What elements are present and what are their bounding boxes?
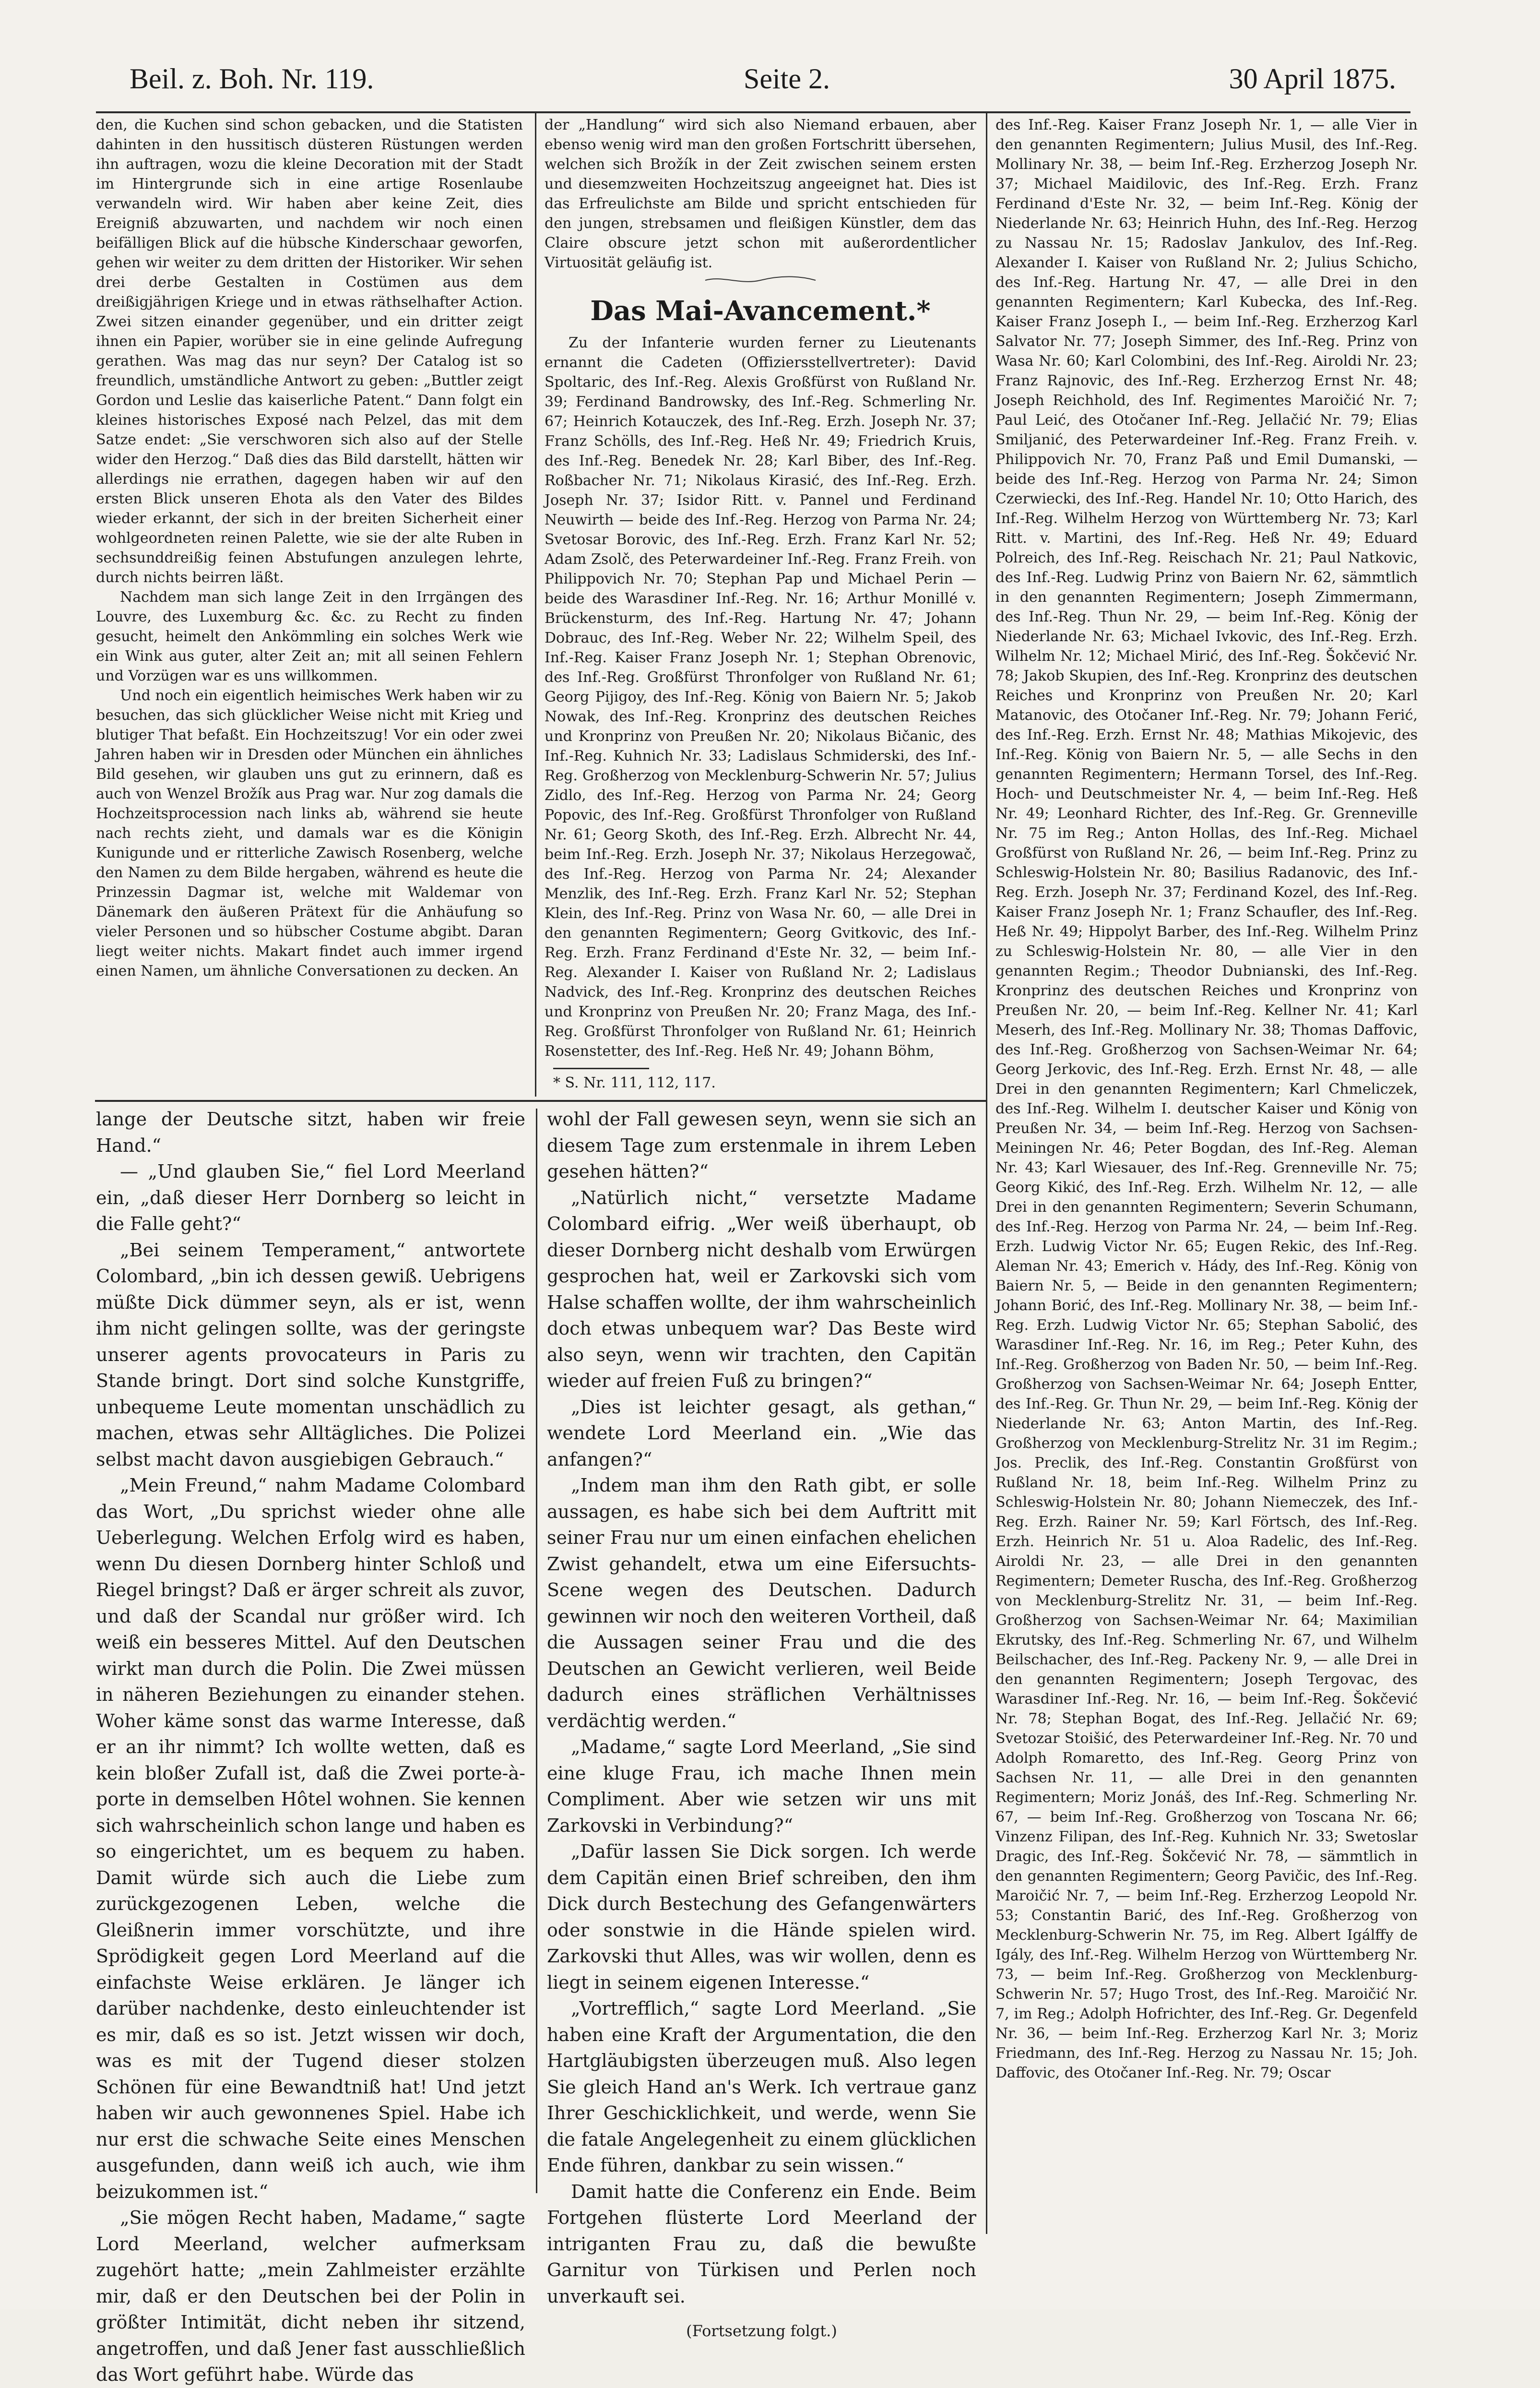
- article-paragraph: Und noch ein eigentlich heimisches Werk haben wir zu besuchen, das sich glücklicher Weise nicht mit Krieg und blutiger That befaßt. Ein Hochzeitszug! Vor ein oder zwei Jahren haben wir in Dresden oder München ein ähnliches Bild gesehen, wir glauben uns gut zu erinnern, daß es auch von Wenzel Brožík aus Prag war. Nur zog damals die Hochzeitsprocession nach links ab, während sie heute nach rechts zieht, und damals war es die Königin Kunigunde und er ritterliche Zawisch Rosenberg, welche den Namen zu dem Bilde hergaben, während es heute die Prinzessin Dagmar ist, welche mit Waldemar von Dänemark den äußeren Prätext für die Anhäufung so vieler Personen und so hübscher Costume abgibt. Daran liegt weiter nichts. Makart findet auch immer irgend einen Namen, um ähnliche Conversationen zu decken. An: [96, 687, 523, 979]
- avancement-list: Zu der Infanterie wurden ferner zu Lieutenants ernannt die Cadeten (Offiziersstellvertreter): David Spoltaric, des Inf.-Reg. Alexis Großfürst von Rußland Nr. 39; Ferdinand Bandrowsky, des Inf.-Reg. Schmerling Nr. 67; Heinrich Kotauczek, des Inf.-Reg. Erzh. Joseph Nr. 37; Franz Schölls, des Inf.-Reg. Heß Nr. 49; Friedrich Kruis, des Inf.-Reg. Benedek Nr. 28; Karl Biber, des Inf.-Reg. Roßbacher Nr. 71; Nikolaus Kirasić, des Inf.-Reg. Erzh. Joseph Nr. 37; Isidor Ritt. v. Pannel und Ferdinand Neuwirth — beide des Inf.-Reg. Herzog von Parma Nr. 24; Svetosar Borovic, des Inf.-Reg. Erzh. Franz Karl Nr. 52; Adam Zsolč, des Peterwardeiner Inf.-Reg. Franz Freih. von Philippovich Nr. 70; Stephan Pap und Michael Perin — beide des Warasdiner Inf.-Reg. Nr. 16; Arthur Monillé v. Brückensturm, des Inf.-Reg. Hartung Nr. 47; Johann Dobrauc, des Inf.-Reg. Weber Nr. 22; Wilhelm Speil, des Inf.-Reg. Kaiser Franz Joseph Nr. 1; Stephan Obrenovic, des Inf.-Reg. Großfürst Thronfolger von Rußland Nr. 61; Georg Pijigoy, des Inf.-Reg. König von Baiern Nr. 5; Jakob Nowak, des Inf.-Reg. Kronprinz des deutschen Reiches und Kronprinz von Preußen Nr. 20; Nikolaus Bičanic, des Inf.-Reg. Kuhnich Nr. 33; Ladislaus Schmiderski, des Inf.-Reg. Großherzog von Mecklenburg-Schwerin Nr. 57; Julius Zidlo, des Inf.-Reg. Herzog von Parma Nr. 24; Georg Popovic, des Inf.-Reg. Großfürst Thronfolger von Rußland Nr. 61; Georg Skoth, des Inf.-Reg. Erzh. Albrecht Nr. 44, beim Inf.-Reg. Erzh. Joseph Nr. 37; Nikolaus Herzegowač, des Inf.-Reg. Herzog von Parma Nr. 24; Alexander Menzlik, des Inf.-Reg. Erzh. Franz Karl Nr. 52; Stephan Klein, des Inf.-Reg. Prinz von Wasa Nr. 60, — alle Drei in den genannten Regimentern; Georg Gvitkovic, des Inf.-Reg. Erzh. Franz Ferdinand d'Este Nr. 32, — beim Inf.-Reg. Alexander I. Kaiser von Rußland Nr. 2; Ladislaus Nadvick, des Inf.-Reg. Kronprinz des deutschen Reiches und Kronprinz von Preußen Nr. 20; Franz Maga, des Inf.-Reg. Großfürst Thronfolger von Rußland Nr. 61; Heinrich Rosenstetter, des Inf.-Reg. Heß Nr. 49; Johann Böhm,: [545, 334, 976, 1060]
- section-headline: Das Mai-Avancement.*: [590, 295, 931, 327]
- column-divider-top-2: [986, 113, 987, 2234]
- novel-paragraph: wohl der Fall gewesen seyn, wenn sie sich an diesem Tage zum erstenmale in ihrem Leben gesehen hätten?“: [547, 1109, 976, 1182]
- novel-paragraph: „Indem man ihm den Rath gibt, er solle aussagen, es habe sich bei dem Auftritt mit seiner Frau nur um einen einfachen ehelichen Zwist gehandelt, etwa um eine Eifersuchts-Scene wegen des Deutschen. Dadurch gewinnen wir noch den weiteren Vortheil, daß die Aussagen seiner Frau und die des Deutschen an Gewicht verlieren, weil Beide dadurch eines sträflichen Verhältnisses verdächtig werden.“: [547, 1475, 976, 1731]
- footnote-rule: [553, 1068, 649, 1069]
- article-column-2: [545, 115, 976, 1118]
- continued-note: (Fortsetzung folgt.): [686, 2322, 837, 2340]
- novel-paragraph: „Mein Freund,“ nahm Madame Colombard das Wort, „Du sprichst wieder ohne alle Ueberlegung. Welchen Erfolg wird es haben, wenn Du diesen Dornberg hinter Schloß und Riegel bringst? Daß er ärger schreit als zuvor, und daß der Scandal nur größer wird. Ich weiß ein besseres Mittel. Auf den Deutschen wirkt man durch die Polin. Die Zwei müssen in näheren Beziehungen zu einander stehen. Woher käme sonst das warme Interesse, daß er an ihr nimmt? Ich wollte wetten, daß es kein bloßer Zufall ist, daß die Zwei porte-à-porte in demselben Hôtel wohnen. Sie kennen sich wahrscheinlich schon lange und haben es so eingerichtet, um es bequem zu haben. Damit würde sich auch die Liebe zum zurückgezogenen Leben, welche die Gleißnerin immer vorschützte, und ihre Sprödigkeit gegen Lord Meerland auf die einfachste Weise erklären. Je länger ich darüber nachdenke, desto einleuchtender ist es mir, daß es so ist. Jetzt wissen wir doch, was es mit der Tugend dieser stolzen Schönen für eine Bewandtniß hat! Und jetzt haben wir auch gewonnenes Spiel. Habe ich nur erst die schwache Seite eines Menschen ausgefunden, dann weiß ich auch, wie ihm beizukommen ist.“: [96, 1475, 525, 2202]
- novel-paragraph: „Dies ist leichter gesagt, als gethan,“ wendete Lord Meerland ein. „Wie das anfangen?“: [547, 1396, 976, 1470]
- article-column-3: [995, 115, 1418, 2239]
- novel-paragraph: lange der Deutsche sitzt, haben wir freie Hand.“: [96, 1109, 525, 1156]
- novel-paragraph: Damit hatte die Conferenz ein Ende. Beim Fortgehen flüsterte Lord Meerland der intriganten Frau zu, daß die bewußte Garnitur von Türkisen und Perlen noch unverkauft sei.: [547, 2181, 976, 2307]
- page-header: [130, 58, 1396, 101]
- novel-paragraph: — „Und glauben Sie,“ fiel Lord Meerland ein, „daß dieser Herr Dornberg so leicht in die Falle geht?“: [96, 1161, 525, 1234]
- header-rule: [96, 111, 1410, 113]
- novel-paragraph: „Sie mögen Recht haben, Madame,“ sagte Lord Meerland, welcher aufmerksam zugehört hatte; „mein Zahlmeister erzählte mir, daß er den Deutschen bei der Polin in größter Intimität, dicht neben ihr sitzend, angetroffen, und daß Jener fast ausschließlich das Wort geführt habe. Würde das: [96, 2207, 525, 2385]
- footnote: * S. Nr. 111, 112, 117.: [553, 1075, 716, 1091]
- avancement-list-continued: des Inf.-Reg. Kaiser Franz Joseph Nr. 1, — alle Vier in den genannten Regimentern; Julius Musil, des Inf.-Reg. Mollinary Nr. 38, — beim Inf.-Reg. Erzherzog Joseph Nr. 37; Michael Maidilovic, des Inf.-Reg. Erzh. Franz Ferdinand d'Este Nr. 32, — beim Inf.-Reg. König der Niederlande Nr. 63; Heinrich Huhn, des Inf.-Reg. Herzog zu Nassau Nr. 15; Radoslav Jankulov, des Inf.-Reg. Alexander I. Kaiser von Rußland Nr. 2; Julius Schicho, des Inf.-Reg. Hartung Nr. 47, — alle Drei in den genannten Regimentern; Karl Kubecka, des Inf.-Reg. Kaiser Franz Joseph I., — beim Inf.-Reg. Erzherzog Karl Salvator Nr. 77; Joseph Simmer, des Inf.-Reg. Prinz von Wasa Nr. 60; Karl Colombini, des Inf.-Reg. Airoldi Nr. 23; Franz Rajnovic, des Inf.-Reg. Erzherzog Ernst Nr. 48; Joseph Reichhold, des Inf. Regimentes Maroičić Nr. 7; Paul Leić, des Otočaner Inf.-Reg. Jellačić Nr. 79; Elias Smiljanić, des Peterwardeiner Inf.-Reg. Franz Freih. v. Philippovich Nr. 70, Franz Paß und Emil Dumanski, — beide des Inf.-Reg. Herzog von Parma Nr. 24; Simon Czerwiecki, des Inf.-Reg. Handel Nr. 10; Otto Harich, des Inf.-Reg. Wilhelm Herzog von Württemberg Nr. 73; Karl Ritt. v. Martini, des Inf.-Reg. Heß Nr. 49; Eduard Polreich, des Inf.-Reg. Reischach Nr. 21; Paul Natkovic, des Inf.-Reg. Ludwig Prinz von Baiern Nr. 62, sämmtlich in den genannten Regimentern; Joseph Zimmermann, des Inf.-Reg. Thun Nr. 29, — beim Inf.-Reg. König der Niederlande Nr. 63; Michael Ivkovic, des Inf.-Reg. Erzh. Wilhelm Nr. 12; Michael Mirić, des Inf.-Reg. Šokčević Nr. 78; Jakob Skupien, des Inf.-Reg. Kronprinz des deutschen Reiches und Kronprinz von Preußen Nr. 20; Karl Matanovic, des Otočaner Inf.-Reg. Nr. 79; Johann Ferić, des Inf.-Reg. Erzh. Ernst Nr. 48; Mathias Mikojevic, des Inf.-Reg. König von Baiern Nr. 5, — alle Sechs in den genannten Regimentern; Hermann Torsel, des Inf.-Reg. Hoch- und Deutschmeister Nr. 4, — beim Inf.-Reg. Heß Nr. 49; Leonhard Richter, des Inf.-Reg. Gr. Grenneville Nr. 75 im Reg.; Anton Hollas, des Inf.-Reg. Michael Großfürst von Rußland Nr. 26, — beim Inf.-Reg. Prinz zu Schleswig-Holstein Nr. 80; Basilius Radanovic, des Inf.-Reg. Erzh. Joseph Nr. 37; Ferdinand Kozel, des Inf.-Reg. Kaiser Franz Joseph Nr. 1; Franz Schaufler, des Inf.-Reg. Heß Nr. 49; Hippolyt Barber, des Inf.-Reg. Wilhelm Prinz zu Schleswig-Holstein Nr. 80, — alle Vier in den genannten Regim.; Theodor Dubnianski, des Inf.-Reg. Kronprinz des deutschen Reiches und Kronprinz von Preußen Nr. 20, — beim Inf.-Reg. Kellner Nr. 41; Karl Meserh, des Inf.-Reg. Mollinary Nr. 38; Thomas Daffovic, des Inf.-Reg. Großherzog von Sachsen-Weimar Nr. 64; Georg Jerkovic, des Inf.-Reg. Erzh. Ernst Nr. 48, — alle Drei in den genannten Regimentern; Karl Chmeliczek, des Inf.-Reg. Wilhelm I. deutscher Kaiser und König von Preußen Nr. 34, — beim Inf.-Reg. Herzog von Sachsen-Meiningen Nr. 46; Peter Bogdan, des Inf.-Reg. Aleman Nr. 43; Karl Wiesauer, des Inf.-Reg. Grenneville Nr. 75; Georg Kikić, des Inf.-Reg. Erzh. Wilhelm Nr. 12, — alle Drei in den genannten Regimentern; Severin Schumann, des Inf.-Reg. Herzog von Parma Nr. 24, — beim Inf.-Reg. Erzh. Ludwig Victor Nr. 65; Eugen Rekic, des Inf.-Reg. Aleman Nr. 43; Emerich v. Hády, des Inf.-Reg. König von Baiern Nr. 5, — Beide in den genannten Regimentern; Johann Borić, des Inf.-Reg. Mollinary Nr. 38, — beim Inf.-Reg. Erzh. Ludwig Victor Nr. 65; Stephan Sabolić, des Warasdiner Inf.-Reg. Nr. 16, im Reg.; Peter Kuhn, des Inf.-Reg. Großherzog von Baden Nr. 50, — beim Inf.-Reg. Großherzog von Sachsen-Weimar Nr. 64; Joseph Entter, des Inf.-Reg. Gr. Thun Nr. 29, — beim Inf.-Reg. König der Niederlande Nr. 63; Anton Martin, des Inf.-Reg. Großherzog von Mecklenburg-Strelitz Nr. 31 im Regim.; Jos. Preclik, des Inf.-Reg. Constantin Großfürst von Rußland Nr. 18, beim Inf.-Reg. Wilhelm Prinz zu Schleswig-Holstein Nr. 80; Johann Niemeczek, des Inf.-Reg. Erzh. Rainer Nr. 59; Karl Förtsch, des Inf.-Reg. Erzh. Heinrich Nr. 51 u. Aloa Radelic, des Inf.-Reg. Airoldi Nr. 23, — alle Drei in den genannten Regimentern; Demeter Ruscha, des Inf.-Reg. Großherzog von Mecklenburg-Strelitz Nr. 31, — beim Inf.-Reg. Großherzog von Sachsen-Weimar Nr. 64; Maximilian Ekrutsky, des Inf.-Reg. Schmerling Nr. 67, und Wilhelm Beilschacher, des Inf.-Reg. Packeny Nr. 9, — alle Drei in den genannten Regimentern; Joseph Tergovac, des Warasdiner Inf.-Reg. Nr. 16, — beim Inf.-Reg. Šokčević Nr. 78; Stephan Bogat, des Inf.-Reg. Jellačić Nr. 69; Svetozar Stoišić, des Peterwardeiner Inf.-Reg. Nr. 70 und Adolph Romaretto, des Inf.-Reg. Georg Prinz von Sachsen Nr. 11, — alle Drei in den genannten Regimentern; Moriz Jonáš, des Inf.-Reg. Schmerling Nr. 67, — beim Inf.-Reg. Großherzog von Toscana Nr. 66; Vinzenz Filipan, des Inf.-Reg. Kuhnich Nr. 33; Swetoslar Dragic, des Inf.-Reg. Šokčević Nr. 78, — sämmtlich in den genannten Regimentern; Georg Pavičic, des Inf.-Reg. Maroičić Nr. 7, — beim Inf.-Reg. Erzherzog Leopold Nr. 53; Constantin Barić, des Inf.-Reg. Großherzog von Mecklenburg-Schwerin Nr. 75, im Reg. Albert Igálffy de Igály, des Inf.-Reg. Wilhelm Herzog von Württemberg Nr. 73, — beim Inf.-Reg. Großherzog von Mecklenburg-Schwerin Nr. 57; Hugo Trost, des Inf.-Reg. Maroičić Nr. 7, im Reg.; Adolph Hofrichter, des Inf.-Reg. Gr. Degenfeld Nr. 36, — beim Inf.-Reg. Erzherzog Karl Nr. 3; Moriz Friedmann, des Inf.-Reg. Herzog zu Nassau Nr. 15; Joh. Daffovic, des Otočaner Inf.-Reg. Nr. 79; Oscar: [995, 117, 1418, 2081]
- issue-date: 30 April 1875.: [1229, 63, 1396, 95]
- novel-column-2: [547, 1106, 976, 2340]
- page-number: Seite 2.: [744, 63, 830, 95]
- column-divider-top-1: [535, 113, 536, 1097]
- novel-paragraph: „Madame,“ sagte Lord Meerland, „Sie sind eine kluge Frau, ich mache Ihnen mein Compliment. Aber wie setzen wir uns mit Zarkovski in Verbindung?“: [547, 1736, 976, 1836]
- article-paragraph: den, die Kuchen sind schon gebacken, und die Statisten dahinten in den hussitisch düsteren Rüstungen werden ihn auftragen, wozu die kleine Decoration mit der Stadt im Hintergrunde sich in eine artige Rosenlaube verwandeln wird. Wir haben aber keine Zeit, dies Ereigniß abzuwarten, und nachdem wir noch einen beifälligen Blick auf die hübsche Kinderschaar geworfen, gehen wir weiter zu dem dritten der Historiker. Wir sehen drei derbe Gestalten in Costümen aus dem dreißigjährigen Kriege und in etwas räthselhafter Action. Zwei sitzen einander gegenüber, und ein dritter zeigt ihnen ein Papier, worüber sie in eine gelinde Aufregung gerathen. Was mag das nur seyn? Der Catalog ist so freundlich, umständliche Antwort zu geben: „Buttler zeigt Gordon und Leslie das kaiserliche Patent.“ Dann folgt ein kleines historisches Exposé nach Pelzel, das mit dem Satze endet: „Sie verschworen sich also auf der Stelle wider den Herzog.“ Daß dies das Bild darstellt, hätten wir allerdings nie errathen, dagegen haben wir auf den ersten Blick unseren Ehota als den Vater des Bildes wieder erkannt, der sich in der breiten Sicherheit einer wohlgeordneten reinen Palette, wie sie der alte Ruben in sechsunddreißig feinen Abstufungen anzulegen lehrte, durch nichts beirren läßt.: [96, 117, 523, 586]
- novel-paragraph: „Bei seinem Temperament,“ antwortete Colombard, „bin ich dessen gewiß. Uebrigens müßte Dick dümmer seyn, als er ist, wenn ihm nicht gelingen sollte, was der geringste unserer agents provocateurs in Paris zu Stande bringt. Dort sind solche Kunstgriffe, unbequeme Leute momentan unschädlich zu machen, etwas sehr Alltägliches. Die Polizei selbst macht davon ausgiebigen Gebrauch.“: [96, 1239, 525, 1470]
- issue-label: Beil. z. Boh. Nr. 119.: [130, 63, 374, 95]
- article-paragraph: der „Handlung“ wird sich also Niemand erbauen, aber ebenso wenig wird man den großen Fortschritt übersehen, welchen sich Brožík in der Zeit zwischen seinem ersten und diesemzweiten Hochzeitszug angeeignet hat. Dies ist das Erfreulichste am Bilde und spricht entschieden für den jungen, strebsamen und fleißigen Künstler, dem das Claire obscure jetzt schon mit außerordentlicher Virtuosität geläufig ist.: [545, 117, 976, 271]
- column-divider-novel: [536, 1109, 537, 2193]
- novel-paragraph: „Natürlich nicht,“ versetzte Madame Colombard eifrig. „Wer weiß überhaupt, ob dieser Dornberg nicht deshalb vom Erwürgen gesprochen hat, weil er Zarkovski sich vom Halse schaffen wollte, der ihm wahrscheinlich doch etwas unbequem war? Das Beste wird also seyn, wenn wir trachten, den Capitän wieder auf freien Fuß zu bringen?“: [547, 1187, 976, 1391]
- article-column-1: [96, 115, 523, 1097]
- novel-paragraph: „Dafür lassen Sie Dick sorgen. Ich werde dem Capitän einen Brief schreiben, den ihm Dick durch Bestechung des Gefangenwärters oder sonstwie in die Hände spielen wird. Zarkovski thut Alles, was wir wollen, denn es liegt in seinem eigenen Interesse.“: [547, 1841, 976, 1993]
- novel-column-1: [96, 1106, 525, 2385]
- novel-paragraph: „Vortrefflich,“ sagte Lord Meerland. „Sie haben eine Kraft der Argumentation, die den Hartgläubigsten überzeugen muß. Also legen Sie gleich Hand an's Werk. Ich vertraue ganz Ihrer Geschicklichkeit, und werde, wenn Sie die fatale Angelegenheit zu einem glücklichen Ende führen, dankbar zu sein wissen.“: [547, 1998, 976, 2176]
- ornament-divider: [703, 275, 818, 285]
- article-paragraph: Nachdem man sich lange Zeit in den Irrgängen des Louvre, des Luxemburg &c. &c. zu Recht zu finden gesucht, heimelt den Ankömmling ein solches Werk wie ein Wink aus guter, alter Zeit an; mit all seinen Fehlern und Vorzügen war es uns willkommen.: [96, 589, 523, 684]
